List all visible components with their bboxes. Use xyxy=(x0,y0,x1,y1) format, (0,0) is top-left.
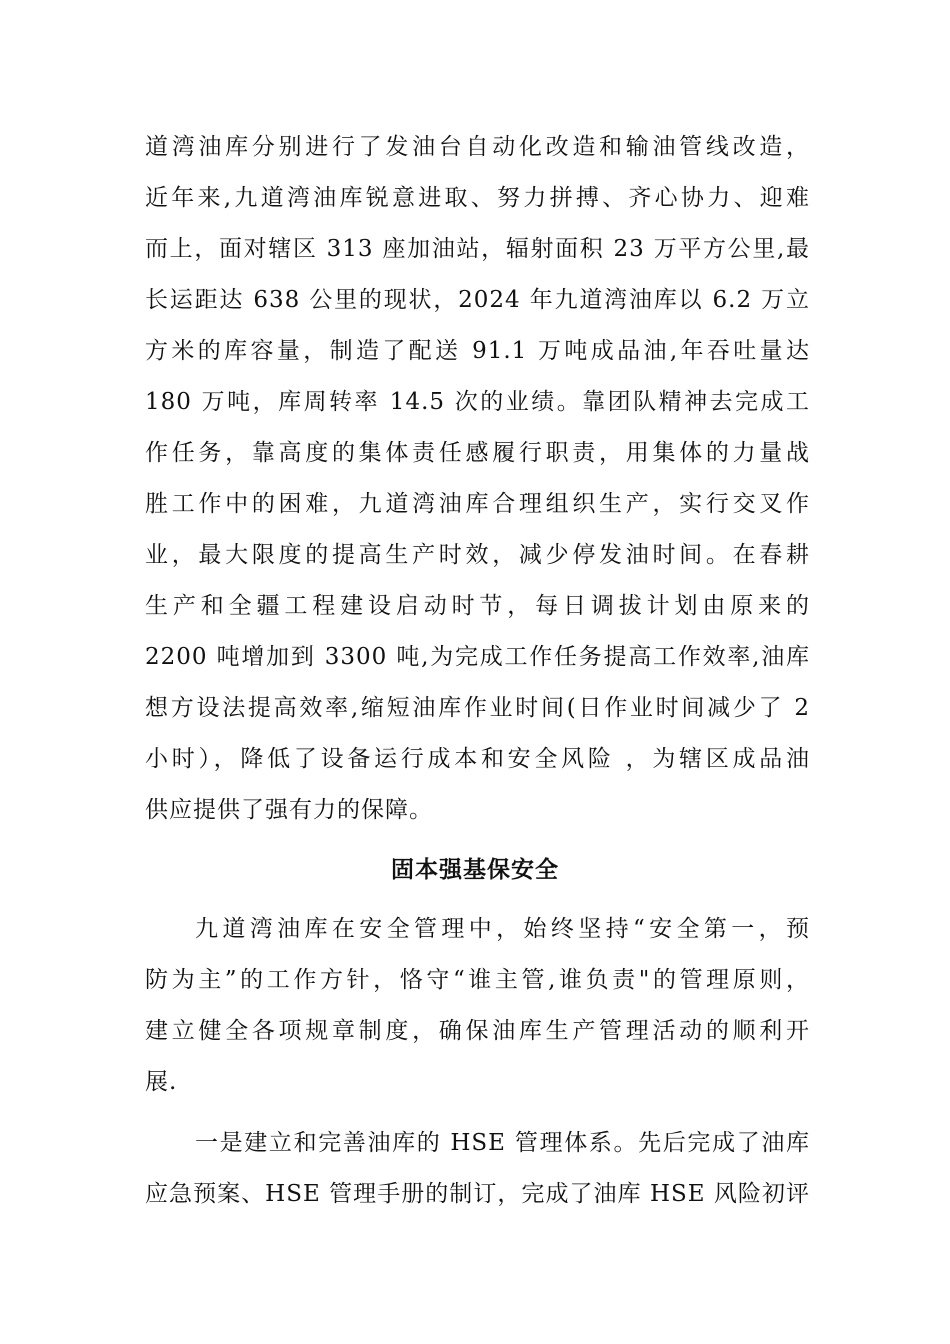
paragraph-line: 近年来,九道湾油库锐意进取、努力拼搏、齐心协力、迎难 xyxy=(145,185,810,211)
paragraph-line: 想方设法提高效率,缩短油库作业时间(日作业时间减少了 2 xyxy=(145,695,810,721)
section-heading: 固本强基保安全 xyxy=(391,857,559,883)
paragraph-line: 业，最大限度的提高生产时效，减少停发油时间。在春耕 xyxy=(145,542,810,568)
paragraph-line: 180 万吨，库周转率 14.5 次的业绩。靠团队精神去完成工 xyxy=(145,389,810,415)
paragraph-line: 作任务，靠高度的集体责任感履行职责，用集体的力量战 xyxy=(145,440,810,466)
paragraph-line: 建立健全各项规章制度，确保油库生产管理活动的顺利开 xyxy=(145,1018,810,1044)
paragraph-line: 供应提供了强有力的保障。 xyxy=(145,797,433,823)
paragraph-line: 防为主”的工作方针，恪守“谁主管,谁负责"的管理原则， xyxy=(145,967,810,993)
paragraph-line: 胜工作中的困难，九道湾油库合理组织生产，实行交叉作 xyxy=(145,491,810,517)
paragraph-line: 道湾油库分别进行了发油台自动化改造和输油管线改造， xyxy=(145,134,810,160)
paragraph-line: 而上，面对辖区 313 座加油站，辐射面积 23 万平方公里,最 xyxy=(145,236,810,262)
paragraph-line: 2200 吨增加到 3300 吨,为完成工作任务提高工作效率,油库 xyxy=(145,644,810,670)
paragraph-line: 小时），降低了设备运行成本和安全风险 ，为辖区成品油 xyxy=(145,746,810,772)
paragraph-line: 长运距达 638 公里的现状，2024 年九道湾油库以 6.2 万立 xyxy=(145,287,810,313)
paragraph-line: 生产和全疆工程建设启动时节，每日调拔计划由原来的 xyxy=(145,593,810,619)
paragraph-line: 一是建立和完善油库的 HSE 管理体系。先后完成了油库 xyxy=(195,1130,810,1156)
paragraph-line: 方米的库容量，制造了配送 91.1 万吨成品油,年吞吐量达 xyxy=(145,338,810,364)
paragraph-line: 应急预案、HSE 管理手册的制订，完成了油库 HSE 风险初评 xyxy=(145,1181,810,1207)
paragraph-line: 展. xyxy=(145,1069,178,1095)
paragraph-line: 九道湾油库在安全管理中，始终坚持“安全第一，预 xyxy=(195,916,810,942)
